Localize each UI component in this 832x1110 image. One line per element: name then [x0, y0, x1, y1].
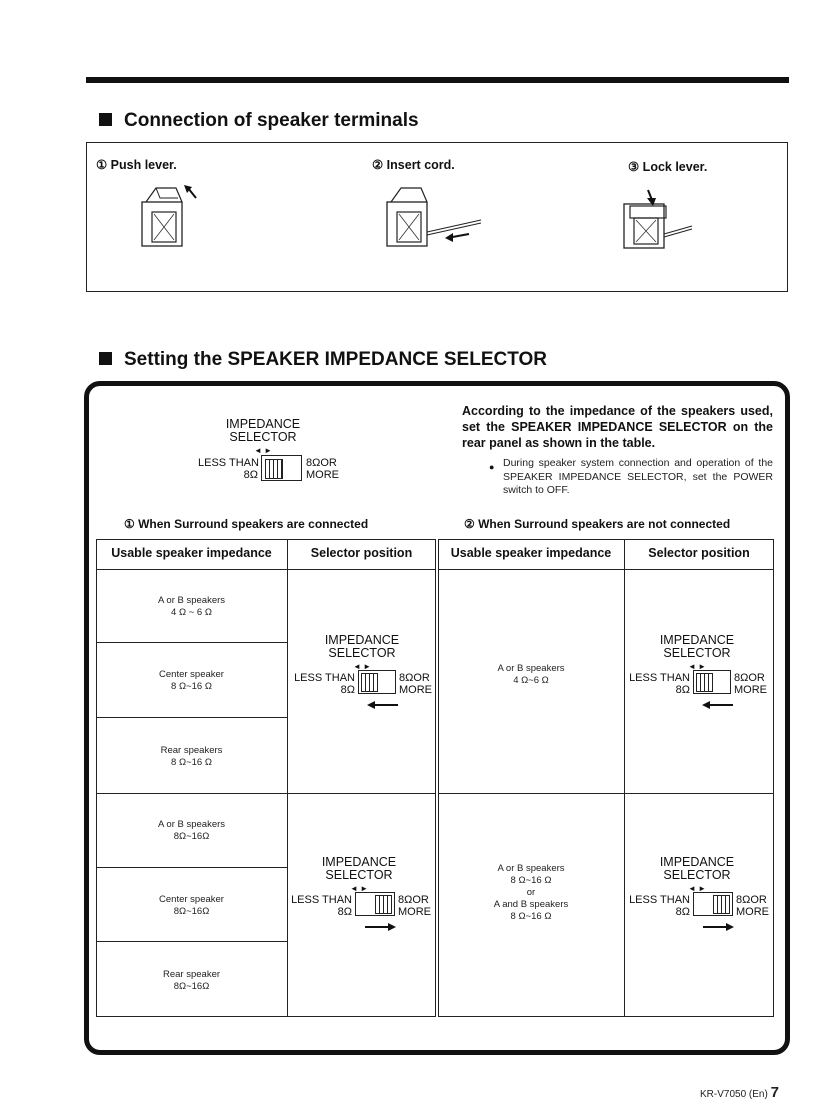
section-title-connection: Connection of speaker terminals	[99, 110, 419, 132]
selector-switch[interactable]	[358, 670, 396, 694]
table-row: A or B speakers 4 Ω ~ 6 Ω	[157, 595, 226, 618]
switch-knob-icon	[265, 459, 283, 479]
selector-diagram-right-group2: IMPEDANCE SELECTOR ◄ ► LESS THAN 8Ω 8ΩOR MORE	[625, 856, 773, 946]
switch-knob-icon	[361, 673, 378, 692]
arrows-icon: ◄ ►	[687, 884, 707, 893]
arrows-icon: ◄ ►	[687, 662, 707, 671]
selector-switch[interactable]	[261, 455, 302, 481]
insert-cord-illustration-icon	[383, 184, 483, 250]
selector-switch[interactable]	[355, 892, 395, 916]
step-lock-lever: ③ Lock lever.	[628, 160, 708, 174]
caption-surround-connected: ① When Surround speakers are connected	[124, 517, 369, 531]
selector-diagram-top: IMPEDANCE SELECTOR ◄ ►	[198, 418, 328, 457]
table-row: Center speaker 8 Ω~16 Ω	[159, 669, 224, 692]
bullet-icon: ●	[489, 462, 495, 472]
step-insert-cord: ② Insert cord.	[372, 158, 455, 172]
right-header-usable: Usable speaker impedance	[450, 546, 612, 560]
push-lever-illustration-icon	[138, 184, 208, 250]
arrows-icon: ◄ ►	[349, 884, 369, 893]
table-row: Center speaker 8Ω~16Ω	[159, 894, 224, 917]
selector-diagram-left-group2: IMPEDANCE SELECTOR ◄ ► LESS THAN 8Ω 8ΩOR MORE	[287, 856, 435, 946]
selector-diagram-right-group1: IMPEDANCE SELECTOR ◄ ► LESS THAN 8Ω 8ΩOR MORE	[625, 634, 773, 724]
switch-knob-icon	[696, 673, 713, 692]
switch-knob-icon	[713, 895, 730, 914]
arrows-icon: ◄ ►	[352, 662, 372, 671]
selector-diagram-left-group1: IMPEDANCE SELECTOR ◄ ► LESS THAN 8Ω 8ΩOR MORE	[290, 634, 434, 724]
intro-text: According to the impedance of the speakers used, set the SPEAKER IMPEDANCE SELECTOR on the rear panel as shown in the table.	[462, 404, 773, 450]
caption-surround-not-connected: ② When Surround speakers are not connected	[464, 517, 731, 531]
table-row: A or B speakers 4 Ω~6 Ω	[497, 663, 565, 686]
more-label: MORE	[306, 469, 339, 481]
eight-ohm-label: 8Ω	[243, 469, 258, 481]
arrow-right-icon	[701, 922, 735, 932]
right-header-selector: Selector position	[648, 546, 750, 560]
page-number: 7	[770, 1084, 779, 1101]
step-push-lever: ① Push lever.	[96, 158, 177, 172]
section-title-impedance: Setting the SPEAKER IMPEDANCE SELECTOR	[99, 349, 547, 371]
selector-switch[interactable]	[693, 670, 731, 694]
square-bullet-icon	[99, 352, 112, 365]
square-bullet-icon	[99, 113, 112, 126]
table-row: Rear speaker 8Ω~16Ω	[162, 969, 221, 992]
less-than-label: LESS THAN	[198, 457, 259, 469]
left-header-selector: Selector position	[310, 546, 413, 560]
table-row: Rear speakers 8 Ω~16 Ω	[160, 745, 223, 768]
table-row: A or B speakers 8 Ω~16 Ω or A and B speakers 8 Ω~16 Ω	[493, 863, 569, 922]
eight-ohm-or-label: 8ΩOR	[306, 457, 337, 469]
arrow-left-icon	[366, 700, 400, 710]
switch-knob-icon	[375, 895, 392, 914]
top-rule	[86, 77, 789, 83]
model-label: KR-V7050 (En)	[700, 1089, 768, 1100]
left-header-usable: Usable speaker impedance	[111, 546, 272, 560]
arrow-left-icon	[701, 700, 735, 710]
selector-switch[interactable]	[693, 892, 733, 916]
arrow-right-icon	[363, 922, 397, 932]
table-row: A or B speakers 8Ω~16Ω	[157, 819, 226, 842]
lock-lever-illustration-icon	[620, 186, 700, 252]
arrows-icon: ◄ ►	[253, 446, 273, 455]
power-off-note: During speaker system connection and operation of the SPEAKER IMPEDANCE SELECTOR, set the POWER switch to OFF.	[503, 457, 773, 496]
page-footer	[700, 1084, 779, 1101]
